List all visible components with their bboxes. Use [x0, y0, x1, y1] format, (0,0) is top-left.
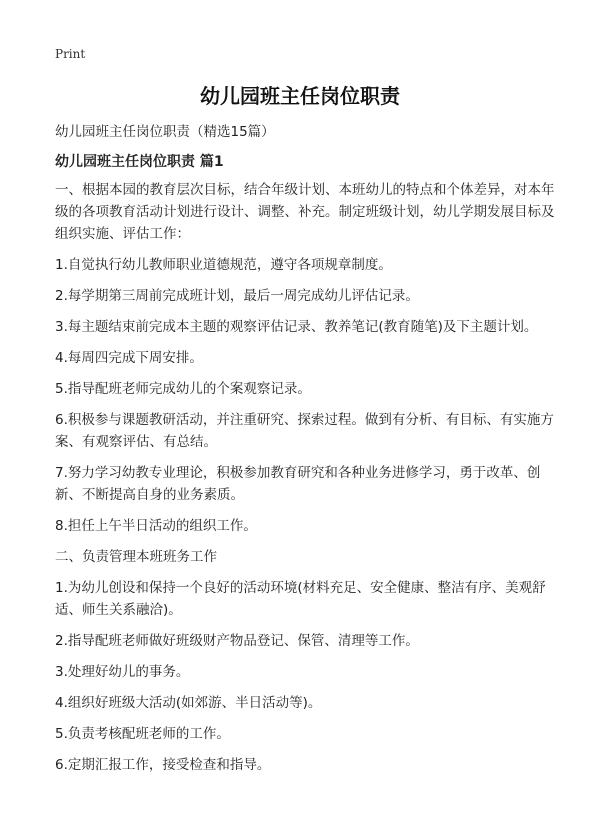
print-label: Print	[55, 47, 86, 61]
section-subheading: 二、负责管理本班班务工作	[55, 549, 217, 565]
paragraph: 5.负责考核配班老师的工作。	[55, 726, 230, 742]
paragraph: 5.指导配班老师完成幼儿的个案观察记录。	[55, 381, 311, 397]
paragraph: 7.努力学习幼教专业理论，积极参加教育研究和各种业务进修学习，勇于改革、创新、不断提高自身的业务素质。	[55, 465, 541, 503]
paragraph: 2.每学期第三周前完成班计划，最后一周完成幼儿评估记录。	[55, 288, 419, 304]
paragraph: 1.为幼儿创设和保持一个良好的活动环境(材料充足、安全健康、整洁有序、美观舒适、师生关系融洽)。	[55, 580, 546, 618]
paragraph: 3.处理好幼儿的事务。	[55, 664, 190, 680]
paragraph: 4.组织好班级大活动(如郊游、半日活动等)。	[55, 695, 322, 711]
section-heading: 幼儿园班主任岗位职责 篇1	[55, 154, 224, 170]
paragraph: 3.每主题结束前完成本主题的观察评估记录、教养笔记(教育随笔)及下主题计划。	[55, 319, 538, 335]
document-subtitle: 幼儿园班主任岗位职责（精选15篇）	[55, 124, 275, 140]
paragraph: 2.指导配班老师做好班级财产物品登记、保管、清理等工作。	[55, 633, 419, 649]
paragraph: 6.积极参与课题教研活动，并注重研究、探索过程。做到有分析、有目标、有实施方案、有观察评估、有总结。	[55, 412, 554, 450]
paragraph: 1.自觉执行幼儿教师职业道德规范，遵守各项规章制度。	[55, 257, 392, 273]
page-title: 幼儿园班主任岗位职责	[200, 84, 400, 108]
paragraph: 4.每周四完成下周安排。	[55, 350, 203, 366]
paragraph: 8.担任上午半日活动的组织工作。	[55, 518, 257, 534]
document-body	[55, 121, 555, 785]
paragraph: 一、根据本园的教育层次目标，结合年级计划、本班幼儿的特点和个体差异，对本年级的各项教育活动计划进行设计、调整、补充。制定班级计划，幼儿学期发展目标及组织实施、评估工作：	[55, 182, 555, 242]
paragraph: 6.定期汇报工作，接受检查和指导。	[55, 757, 271, 773]
